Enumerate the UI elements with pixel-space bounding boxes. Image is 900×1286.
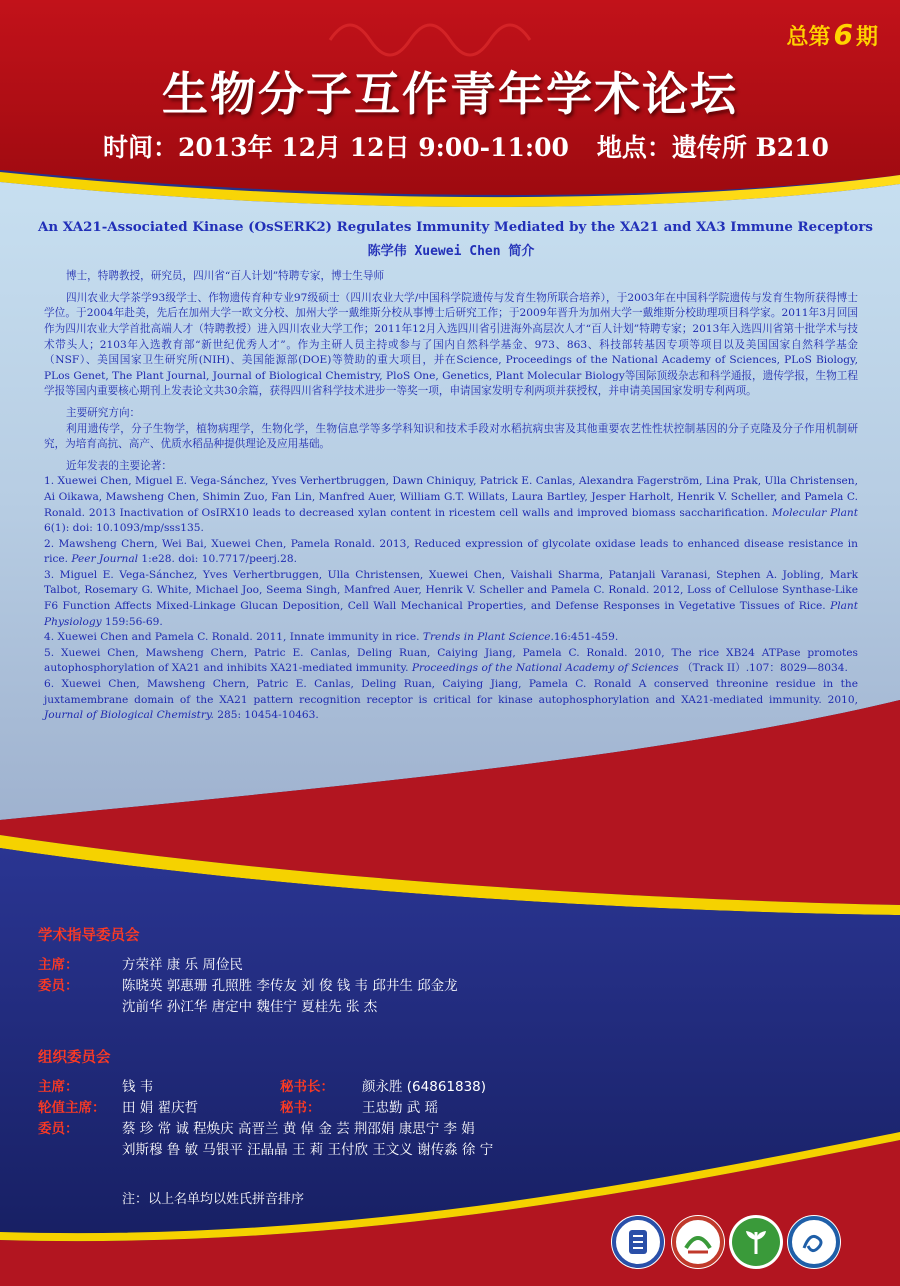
secretary-label: 秘书： <box>280 1100 321 1116</box>
secretary-general-label: 秘书长： <box>280 1079 334 1095</box>
bio-body: 四川农业大学茶学93级学士、作物遗传育种专业97级硕士（四川农业大学/中国科学院遗传与发育生物所联合培养），于2003年在中国科学院遗传与发育生物所获得博士学位。于2004年赴美，先后在加州大学一欧文分校、加州大学一戴维斯分校从事博士后研究工作；于2009年晋升为加州大学一戴维斯分校助理项目科学家。2011年3月回国作为四川农业大学首批高端人才（特聘教授）进入四川农业大学工作；2011年12月入选四川省引进海外高层次人才“百人计划”特聘专家；2013年入选四川省第十批学术与技术带头人；2103年入选教育部“新世纪优秀人才”。作为主研人员主持或参与了国内自然科学基金、973、863、科技部转基因专项等项目以及美国国家自然科学基金（NSF）、美国国家卫生研究所(NIH)、美国能源部(DOE)等赞助的重大项目，并在Science, Proceedings of the National Academy of Sciences, PLoS Biology, PLos Genet, The Plant Journal, Journal of Biological Chemistry, PloS One, Genetics, Plant Molecular Biology等国际顶级杂志和科学通报，遗传学报，生物工程学报等国内重要核心期刊上发表论文共30余篇，获得四川省科学技术进步一等奖一项，申请国家发明专利两项并获授权，并申请美国国家发明专利两项。 <box>44 291 858 398</box>
publication-citation: 6(1): doi: 10.1093/mp/sss135. <box>44 522 204 535</box>
institute-of-zoology-logo <box>786 1214 842 1270</box>
botany-institute-logo <box>728 1214 784 1270</box>
publication-item <box>44 474 858 536</box>
publication-journal: Molecular Plant <box>771 506 858 519</box>
publication-list <box>44 474 858 724</box>
publication-citation: 159:56-69. <box>101 615 163 628</box>
institute-of-microbiology-logo <box>610 1214 666 1270</box>
academic-committee <box>38 924 858 1016</box>
rotating-chair-label: 轮值主席： <box>38 1100 106 1116</box>
academic-chair-label: 主席： <box>38 957 79 973</box>
forum-title: 生物分子互作青年学术论坛 <box>162 67 738 121</box>
publication-journal: Plant Physiology <box>44 600 858 628</box>
publications-heading: 近年发表的主要论著： <box>66 459 172 472</box>
bio-intro: 博士，特聘教授，研究员，四川省“百人计划”特聘专家，博士生导师 <box>66 270 385 283</box>
organizing-committee-title: 组织委员会 <box>38 1050 111 1066</box>
publication-item <box>44 568 858 630</box>
rotating-chair-names: 田 娟 翟庆哲 <box>122 1100 199 1116</box>
academic-members-label: 委员： <box>38 978 79 994</box>
publication-citation: 1:e28. doi: 10.7717/peerj.28. <box>138 553 297 566</box>
publication-citation: 16:451-459. <box>553 631 619 644</box>
academic-members-line1: 陈晓英 郭惠珊 孔照胜 李传友 刘 俊 钱 韦 邱井生 邱金龙 <box>122 978 458 994</box>
research-body: 利用遗传学，分子生物学，植物病理学，生物化学，生物信息学等多学科知识和技术手段对水稻抗病虫害及其他重要农艺性性状控制基因的分子克隆及分子作用机制研究，为培育高抗、高产、优质水稻品种提供理论及应用基础。 <box>44 422 858 451</box>
publication-item <box>44 677 858 724</box>
issue-number <box>786 18 878 51</box>
publication-citation: 285: 10454-10463. <box>213 709 319 722</box>
publication-item <box>44 537 858 568</box>
publication-authors-title: 2. Mawsheng Chern, Wei Bai, Xuewei Chen, Pamela Ronald. 2013, Reduced expression of glycolate oxidase leads to enhanced disease resistance in rice. <box>44 537 858 566</box>
organizing-committee <box>38 1046 858 1159</box>
academic-members-line2: 沈前华 孙江华 唐定中 魏佳宁 夏桂先 张 杰 <box>122 999 378 1015</box>
secretary-names: 王忠勤 武 瑶 <box>362 1100 439 1116</box>
organizing-chair-name: 钱 韦 <box>122 1079 154 1095</box>
time-text: 时间：2013年 12月 12日 9:00-11:00 <box>103 133 569 162</box>
talk-content <box>38 219 873 724</box>
organizing-members-line1: 蔡 珍 常 诚 程焕庆 高晋兰 黄 倬 金 芸 荆邵娟 康思宁 李 娟 <box>122 1121 475 1137</box>
organizing-chair-label: 主席： <box>38 1079 79 1095</box>
institute-of-genetics-logo <box>670 1214 726 1270</box>
talk-title: An XA21-Associated Kinase (OsSERK2) Regulates Immunity Mediated by the XA21 and XA3 Immune Receptors <box>38 219 873 235</box>
issue-suffix: 期 <box>855 25 878 50</box>
publication-authors-title: 4. Xuewei Chen and Pamela C. Ronald. 2011, Innate immunity in rice. <box>44 631 423 644</box>
organizing-members-line2: 刘斯穆 鲁 敏 马银平 汪晶晶 王 莉 王付欣 王文义 谢传淼 徐 宁 <box>122 1142 494 1158</box>
research-heading: 主要研究方向： <box>66 406 141 419</box>
publication-journal: Trends in Plant Science. <box>422 631 554 644</box>
publication-journal: Proceedings of the National Academy of Sciences <box>411 662 679 675</box>
publication-authors-title: 5. Xuewei Chen, Mawsheng Chern, Patric E. Canlas, Deling Ruan, Caiying Jiang, Pamela C. Ronald. 2010, The rice XB24 ATPase promotes autophosphorylation of XA21 and inhibits XA21-mediated immunity. <box>44 646 858 675</box>
place-text: 地点：遗传所 B210 <box>596 133 829 162</box>
time-place <box>103 128 829 164</box>
sponsor-logos <box>610 1214 842 1270</box>
organizing-members-label: 委员： <box>38 1121 79 1137</box>
speaker-name: 陈学伟 Xuewei Chen 简介 <box>367 243 535 259</box>
publication-authors-title: 3. Miguel E. Vega-Sánchez, Yves Verhertbruggen, Ulla Christensen, Xuewei Chen, Vaishali Sharma, Patanjali Varanasi, Stephen A. Jobling, Mark Talbot, Rosemary G. White, Michael Joo, Seema Singh, Manfred Auer, Henrik V. Scheller and Pamela C. Ronald. 2012, Loss of Cellulose Synthase-Like F6 Function Affects Mixed-Linkage Glucan Deposition, Cell Wall Mechanical Properties, and Defense Responses in Vegetative Tissues of Rice. <box>44 568 858 613</box>
publication-item <box>44 646 858 677</box>
academic-chair-names: 方荣祥 康 乐 周俭民 <box>122 957 243 973</box>
issue-prefix: 总第 <box>786 25 831 50</box>
publication-authors-title: 1. Xuewei Chen, Miguel E. Vega-Sánchez, Yves Verhertbruggen, Dawn Chiniquy, Patrick E. Canlas, Alexandra Fagerström, Lina Prak, Ulla Christensen, Ai Oikawa, Mawsheng Chen, Shimin Zuo, Fan Lin, Manfred Auer, William G.T. Willats, Laura Bartley, Jesper Harholt, Henrik V. Scheller, and Pamela C. Ronald. 2013 Inactivation of OsIRX10 leads to decreased xylan content in ricestem cell walls and improved biomass saccharification. <box>44 475 858 519</box>
publication-journal: Journal of Biological Chemistry. <box>44 709 214 722</box>
publication-item <box>44 630 858 646</box>
academic-committee-title: 学术指导委员会 <box>38 928 140 944</box>
publication-journal: Peer Journal <box>71 553 139 566</box>
issue-number-value: 6 <box>833 18 853 51</box>
secretary-general-name: 颜永胜 (64861838) <box>362 1079 487 1095</box>
sorting-note: 注：以上名单均以姓氏拼音排序 <box>122 1192 305 1207</box>
publication-authors-title: 6. Xuewei Chen, Mawsheng Chern, Patric E. Canlas, Deling Ruan, Caiying Jiang, Pamela C. Ronald A conserved threonine residue in the juxtamembrane domain of the XA21 pattern recognition receptor is critical for kinase autophosphorylation and XA21-mediated immunity. 2010, <box>44 678 858 706</box>
publication-citation: （Track II）.107：8029—8034. <box>678 662 848 675</box>
